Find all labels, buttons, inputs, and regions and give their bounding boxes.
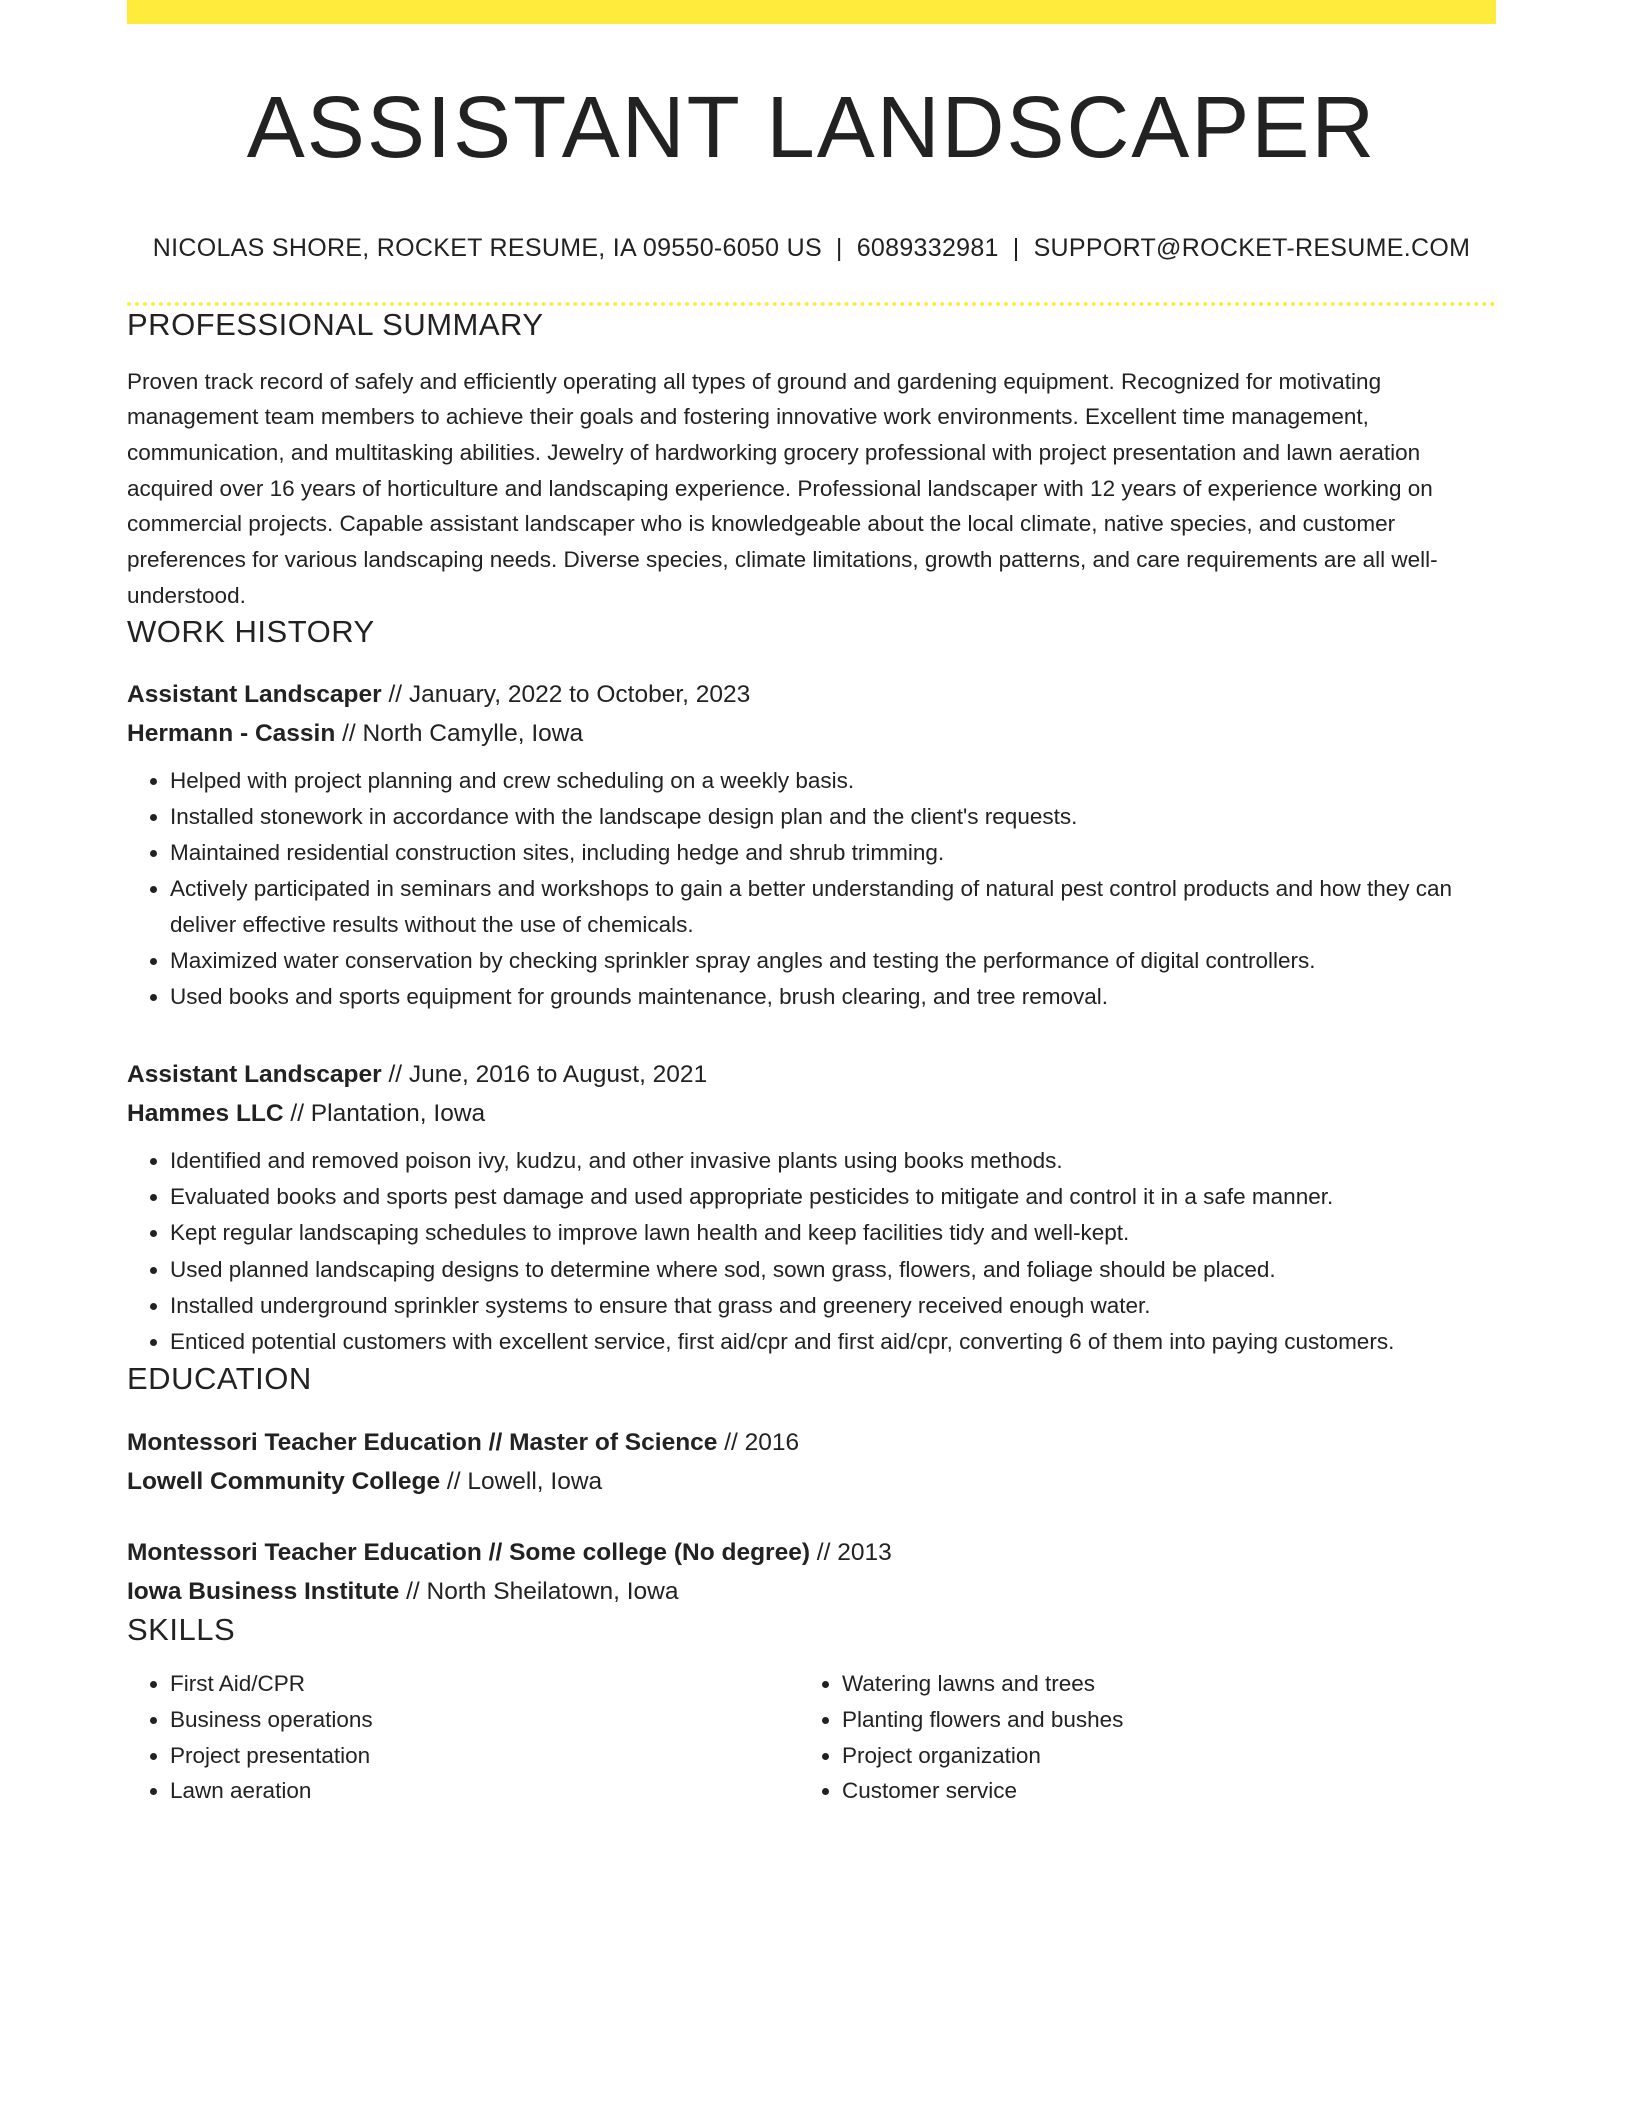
education-year: // 2013 <box>816 1538 892 1566</box>
contact-address: NICOLAS SHORE, ROCKET RESUME, IA 09550-6050 US <box>152 234 822 263</box>
job-bullet: • Used planned landscaping designs to determine where sod, sown grass, flowers, and foliage should be placed. <box>170 1252 1496 1288</box>
education-location: // Lowell, Iowa <box>446 1467 603 1495</box>
skill-item: • Lawn aeration <box>170 1773 799 1809</box>
education-school: Lowell Community College <box>127 1467 441 1495</box>
resume-title: ASSISTANT LANDSCAPER <box>246 79 1377 176</box>
job-title-line <box>127 1055 1496 1094</box>
job-role: Assistant Landscaper <box>127 680 382 708</box>
job-bullet: • Kept regular landscaping schedules to improve lawn health and keep facilities tidy and well-kept. <box>170 1215 1496 1251</box>
skills-column-left <box>127 1666 799 1809</box>
job-company: Hermann - Cassin <box>127 719 336 747</box>
job-company-line <box>127 714 1496 753</box>
education-school-line <box>127 1462 1496 1501</box>
job-bullet: • Installed underground sprinkler systems to ensure that grass and greenery received enough water. <box>170 1288 1496 1324</box>
summary-text: Proven track record of safely and efficiently operating all types of ground and gardening equipment. Recognized for motivating management team members to achieve their goals and fostering innovative work environments. Excellent time management, communication, and multitasking abilities. Jewelry of hardworking grocery professional with project presentation and lawn aeration acquired over 16 years of horticulture and landscaping experience. Professional landscaper with 12 years of experience working on commercial projects. Capable assistant landscaper who is knowledgeable about the local climate, native species, and customer preferences for various landscaping needs. Diverse species, climate limitations, growth patterns, and care requirements are all well-understood. <box>127 368 1438 608</box>
work-history-heading: WORK HISTORY <box>127 614 375 650</box>
contact-separator: | <box>835 234 843 263</box>
education-degree-line <box>127 1533 1496 1572</box>
education-school-line <box>127 1572 1496 1611</box>
job-title-line <box>127 675 1496 714</box>
job-bullet: • Maintained residential construction sites, including hedge and shrub trimming. <box>170 835 1496 871</box>
contact-separator: | <box>1012 234 1020 263</box>
education-entry <box>127 1533 1496 1611</box>
skill-item: • Business operations <box>170 1702 799 1738</box>
education-location: // North Sheilatown, Iowa <box>406 1577 679 1605</box>
job-location: // Plantation, Iowa <box>290 1100 486 1128</box>
job-bullets <box>127 1143 1496 1360</box>
education-school: Iowa Business Institute <box>127 1577 400 1605</box>
job-bullet: • Enticed potential customers with excellent service, first aid/cpr and first aid/cpr, converting 6 of them into paying customers. <box>170 1324 1496 1360</box>
accent-top-bar <box>127 0 1496 24</box>
education-heading: EDUCATION <box>127 1360 312 1396</box>
education-entry <box>127 1423 1496 1501</box>
job-dates: // January, 2022 to October, 2023 <box>388 680 751 708</box>
resume-page <box>127 0 1496 1809</box>
job-location: // North Camylle, Iowa <box>342 719 584 747</box>
job-company: Hammes LLC <box>127 1100 284 1128</box>
job-bullet: • Used books and sports equipment for grounds maintenance, brush clearing, and tree removal. <box>170 979 1496 1015</box>
education-degree-line <box>127 1423 1496 1462</box>
skill-item: • Project presentation <box>170 1738 799 1774</box>
job-company-line <box>127 1094 1496 1133</box>
job-bullet: • Installed stonework in accordance with the landscape design plan and the client's requests. <box>170 799 1496 835</box>
job-bullet: • Maximized water conservation by checking sprinkler spray angles and testing the performance of digital controllers. <box>170 943 1496 979</box>
summary-heading: PROFESSIONAL SUMMARY <box>127 307 544 343</box>
contact-phone: 6089332981 <box>856 234 999 263</box>
skill-item: • Customer service <box>842 1773 1471 1809</box>
contact-line <box>127 233 1496 263</box>
skill-item: • Planting flowers and bushes <box>842 1702 1471 1738</box>
skill-item: • Watering lawns and trees <box>842 1666 1471 1702</box>
job-bullet: • Evaluated books and sports pest damage and used appropriate pesticides to mitigate and control it in a safe manner. <box>170 1179 1496 1215</box>
skills-grid <box>127 1666 1496 1809</box>
education-degree: Montessori Teacher Education // Master of Science <box>127 1428 718 1456</box>
skills-heading: SKILLS <box>127 1611 236 1647</box>
job-entry <box>127 1055 1496 1360</box>
skill-item: • First Aid/CPR <box>170 1666 799 1702</box>
job-dates: // June, 2016 to August, 2021 <box>388 1061 708 1089</box>
job-role: Assistant Landscaper <box>127 1061 382 1089</box>
job-bullet: • Helped with project planning and crew scheduling on a weekly basis. <box>170 763 1496 799</box>
job-entry <box>127 675 1496 1015</box>
education-degree: Montessori Teacher Education // Some college (No degree) <box>127 1538 810 1566</box>
skills-column-right <box>799 1666 1471 1809</box>
education-year: // 2016 <box>724 1428 800 1456</box>
contact-email: SUPPORT@ROCKET-RESUME.COM <box>1033 234 1471 263</box>
skill-item: • Project organization <box>842 1738 1471 1774</box>
job-bullet: • Actively participated in seminars and workshops to gain a better understanding of natural pest control products and how they can deliver effective results without the use of chemicals. <box>170 871 1496 942</box>
job-bullets <box>127 763 1496 1015</box>
job-bullet: • Identified and removed poison ivy, kudzu, and other invasive plants using books methods. <box>170 1143 1496 1179</box>
